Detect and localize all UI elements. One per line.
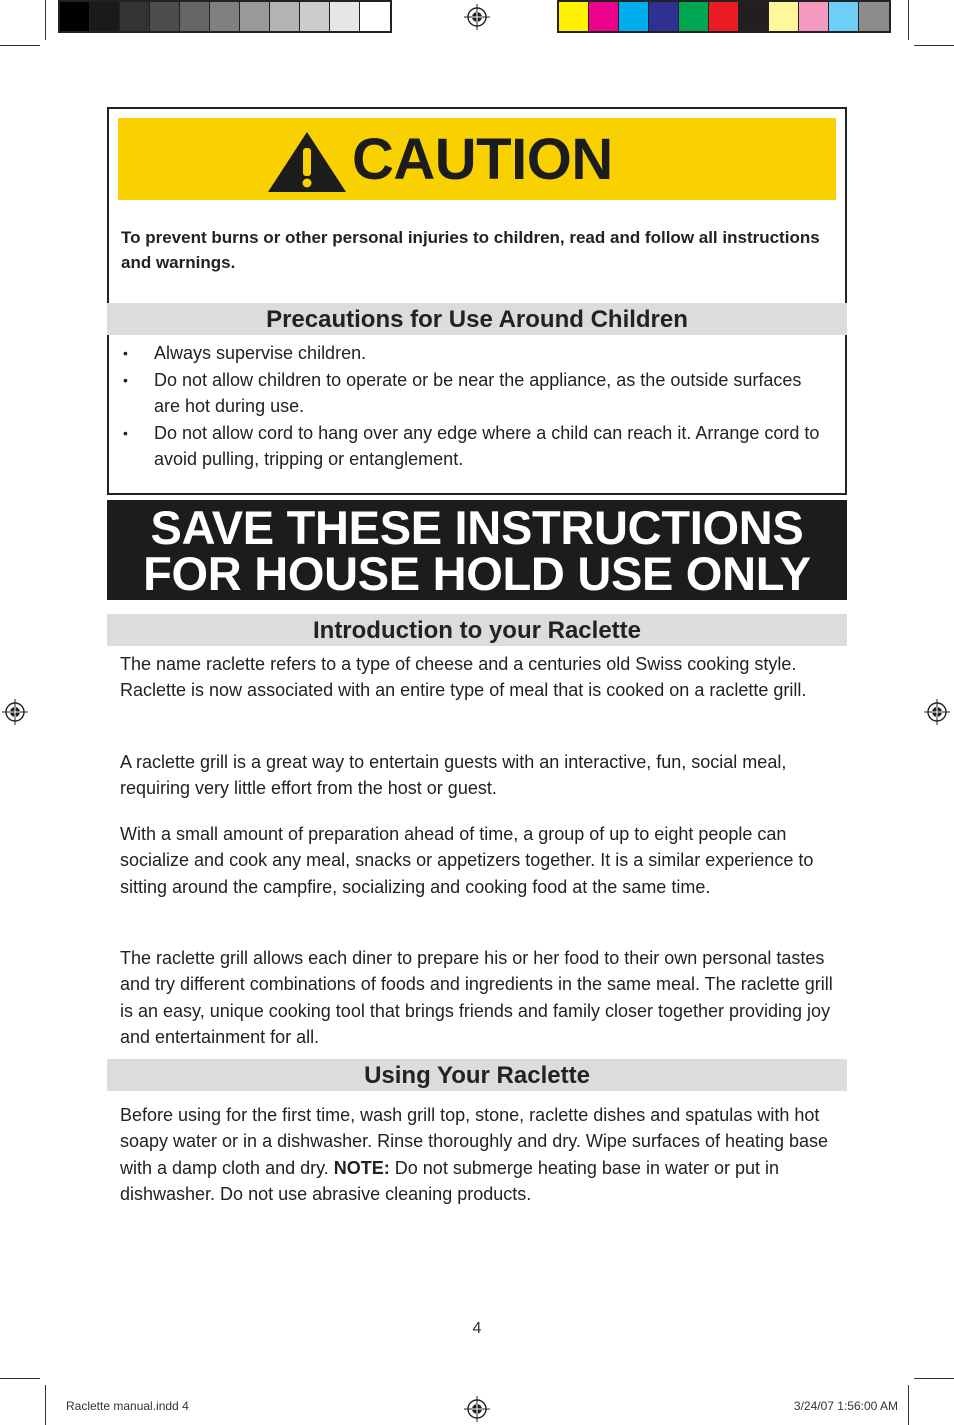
caution-title: CAUTION	[352, 127, 613, 192]
grayscale-color-bar	[58, 0, 392, 33]
color-swatch	[330, 2, 360, 31]
crop-mark	[45, 0, 46, 40]
using-text-before: Before using for the first time, wash grill top, stone, raclette dishes and spatulas with hot soapy water or in a dishwasher. Rinse thoroughly and dry. Wipe surfaces of heating base with a damp cloth and dry.	[120, 1105, 829, 1178]
color-swatch	[150, 2, 180, 31]
footer-file-label: Raclette manual.indd 4	[66, 1399, 189, 1413]
bullet: •	[123, 345, 128, 361]
using-text-after: Do not submerge heating base in water or put in dishwasher. Do not use abrasive cleaning products.	[120, 1157, 780, 1204]
registration-mark-icon	[464, 1396, 490, 1422]
save-line-2: FOR HOUSE HOLD USE ONLY	[143, 547, 811, 600]
list-item-text: Do not allow cord to hang over any edge where a child can reach it. Arrange cord to avoid pulling, tripping or entanglement.	[154, 422, 820, 469]
color-swatch	[769, 2, 799, 31]
color-swatch	[649, 2, 679, 31]
intro-paragraph: With a small amount of preparation ahead of time, a group of up to eight people can socialize and cook any meal, snacks or appetizers together. It is a similar experience to sitting around the campfire, socializing and cooking food at the same time.	[120, 824, 814, 897]
color-swatch	[240, 2, 270, 31]
using-paragraph	[120, 1102, 835, 1207]
note-label: NOTE:	[333, 1157, 390, 1178]
color-swatch	[120, 2, 150, 31]
save-instructions-banner	[107, 500, 847, 600]
list-item	[107, 340, 847, 367]
crop-mark	[0, 1378, 40, 1379]
color-swatch	[300, 2, 330, 31]
cmyk-color-bar	[557, 0, 891, 33]
footer-timestamp: 3/24/07 1:56:00 AM	[793, 1399, 898, 1413]
bullet: •	[123, 371, 128, 388]
color-swatch	[90, 2, 120, 31]
color-swatch	[270, 2, 300, 31]
color-swatch	[679, 2, 709, 31]
color-swatch	[709, 2, 739, 31]
caution-text: To prevent burns or other personal injuries to children, read and follow all instructions and warnings.	[121, 228, 820, 272]
crop-mark	[908, 1385, 909, 1425]
registration-mark-icon	[924, 699, 950, 725]
color-swatch	[210, 2, 240, 31]
crop-mark	[914, 1378, 954, 1379]
intro-paragraph: The name raclette refers to a type of cheese and a centuries old Swiss cooking style. Raclette is now associated with an entire type of meal that is cooked on a raclette grill.	[120, 654, 807, 701]
color-swatch	[589, 2, 619, 31]
color-swatch	[829, 2, 859, 31]
color-swatch	[619, 2, 649, 31]
page-number: 4	[472, 1320, 482, 1337]
crop-mark	[0, 45, 40, 46]
bullet: •	[123, 424, 128, 441]
save-line-1: SAVE THESE INSTRUCTIONS	[150, 501, 804, 554]
color-swatch	[360, 2, 390, 31]
crop-mark	[908, 0, 909, 40]
color-swatch	[859, 2, 889, 31]
list-item	[107, 367, 847, 420]
list-item	[107, 420, 847, 473]
registration-mark-icon	[464, 4, 490, 30]
precautions-list	[107, 340, 847, 473]
color-swatch	[739, 2, 769, 31]
intro-heading: Introduction to your Raclette	[107, 614, 847, 646]
list-item-text: Always supervise children.	[154, 343, 367, 363]
list-item-text: Do not allow children to operate or be near the appliance, as the outside surfaces are hot during use.	[154, 369, 802, 416]
using-heading: Using Your Raclette	[107, 1059, 847, 1091]
color-swatch	[180, 2, 210, 31]
intro-paragraph: The raclette grill allows each diner to prepare his or her food to their own personal tastes and try different combinations of foods and ingredients in the same meal. The raclette grill is an easy, unique cooking tool that brings friends and family closer together providing joy and entertainment for all.	[120, 948, 833, 1047]
intro-paragraph: A raclette grill is a great way to entertain guests with an interactive, fun, social meal, requiring very little effort from the host or guest.	[120, 752, 787, 799]
color-swatch	[60, 2, 90, 31]
color-swatch	[559, 2, 589, 31]
warning-triangle-icon	[266, 130, 348, 194]
precautions-heading: Precautions for Use Around Children	[107, 303, 847, 335]
color-swatch	[799, 2, 829, 31]
crop-mark	[45, 1385, 46, 1425]
caution-banner	[118, 118, 836, 200]
crop-mark	[914, 45, 954, 46]
registration-mark-icon	[2, 699, 28, 725]
